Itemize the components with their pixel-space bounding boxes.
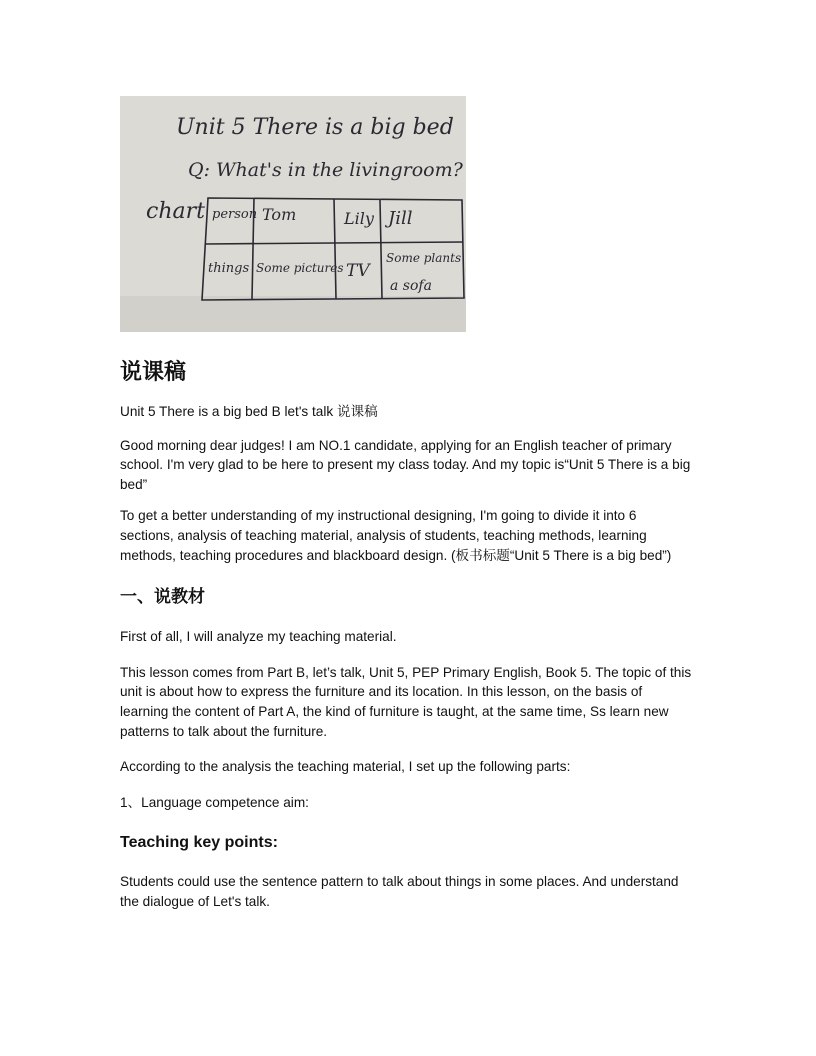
intro-paragraph: Good morning dear judges! I am NO.1 candidate, applying for an English teacher of primary school. I'm very glad to be here to present my class today. And my topic is“Unit 5 There is a big bed” (120, 437, 691, 492)
photo-chart-label: chart (146, 199, 205, 224)
key-points-heading: Teaching key points: (120, 834, 278, 852)
language-aim-item: 1、Language competence aim: (120, 794, 309, 810)
photo-title-text: Unit 5 There is a big bed (176, 115, 454, 140)
subtitle-line: Unit 5 There is a big bed B let's talk 说课稿 (120, 404, 378, 419)
section-heading-material: 一、说教材 (120, 587, 205, 608)
photo-cell-person: person (212, 207, 258, 222)
blackboard-photo (120, 96, 466, 332)
photo-cell-things: things (208, 261, 250, 276)
photo-cell-jill: Jill (388, 208, 413, 229)
photo-cell-tom: Tom (262, 205, 297, 224)
photo-shadow (120, 296, 466, 332)
lesson-paragraph: This lesson comes from Part B, let’s talk, Unit 5, PEP Primary English, Book 5. The topic of this unit is about how to express the furniture and its location. In this lesson, on the basis of learning the content of Part A, the kind of furniture is taught, at the same time, Ss learn new patterns to talk about the furniture. (120, 664, 692, 739)
analyze-paragraph: First of all, I will analyze my teaching material. (120, 629, 397, 645)
photo-cell-tv: TV (346, 261, 370, 281)
photo-cell-sofa: a sofa (390, 278, 432, 294)
photo-cell-plants: Some plants (386, 251, 462, 265)
photo-cell-lily: Lily (344, 209, 374, 228)
parts-paragraph: According to the analysis the teaching material, I set up the following parts: (120, 759, 571, 775)
document-title: 说课稿 (120, 360, 187, 385)
photo-question-text: Q: What's in the livingroom? (188, 159, 463, 181)
photo-cell-pictures: Some pictures (256, 261, 344, 275)
key-points-paragraph: Students could use the sentence pattern to talk about things in some places. And understand the dialogue of Let's talk. (120, 874, 679, 909)
document-page (120, 96, 692, 912)
sections-paragraph: To get a better understanding of my instructional designing, I'm going to divide it into 6 sections, analysis of teaching material, analysis of students, teaching methods, learning methods, teaching procedures and blackboard design. (板书标题“Unit 5 There is a big bed”) (120, 508, 672, 563)
